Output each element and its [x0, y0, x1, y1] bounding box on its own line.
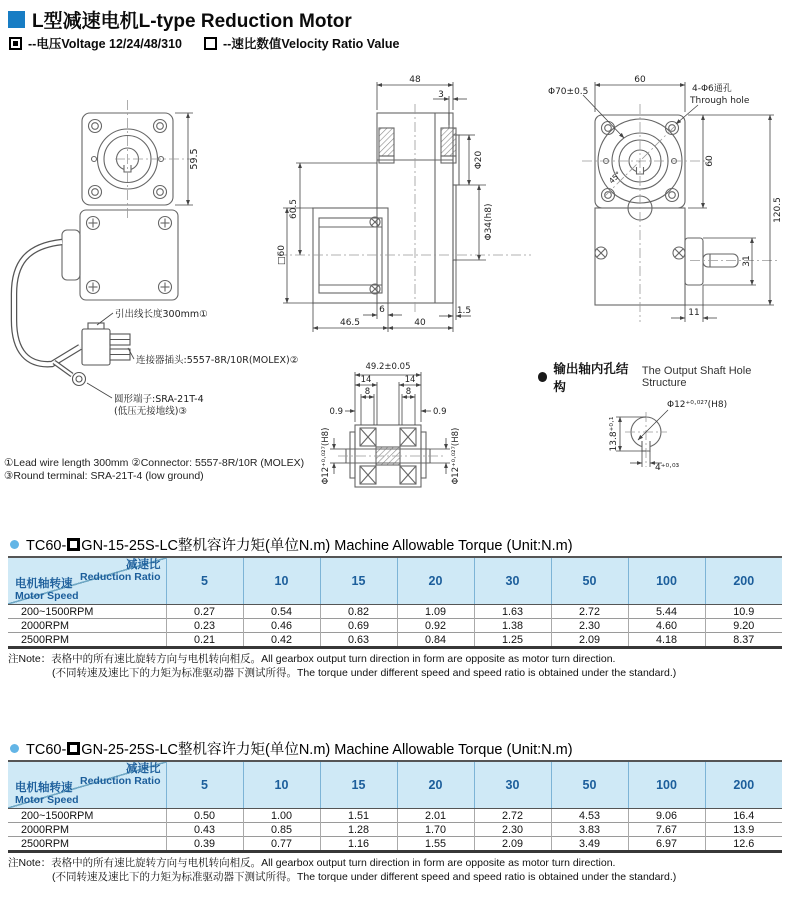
torque-cell: 1.09 — [397, 605, 474, 619]
dim-40: 40 — [414, 318, 426, 328]
torque-cell: 0.84 — [397, 633, 474, 648]
dim-phi34: Φ34(h8) — [484, 203, 494, 241]
shaft-hole-title-en: The Output Shaft Hole Structure — [641, 365, 752, 389]
ratio-header: 5 — [166, 761, 243, 809]
bore-dim-left: Φ12⁺⁰·⁰²⁷(H8) — [321, 427, 331, 485]
table2-title-text: TC60- GN-25-25S-LC整机容许力矩(单位N.m) Machine Allowable Torque (Unit:N.m) — [26, 742, 573, 758]
ratio-header: 10 — [243, 761, 320, 809]
dim-60-top: 60 — [634, 75, 646, 85]
dim-49-2: 49.2±0.05 — [365, 362, 411, 372]
torque-cell: 3.49 — [551, 837, 628, 852]
torque-cell: 0.46 — [243, 619, 320, 633]
table1-title-text: TC60- GN-15-25S-LC整机容许力矩(单位N.m) Machine Allowable Torque (Unit:N.m) — [26, 538, 573, 554]
torque-cell: 0.69 — [320, 619, 397, 633]
table2-header-row — [8, 761, 782, 809]
through-hole-cn: 4-Φ6通孔 — [692, 84, 732, 94]
table-row — [8, 809, 782, 823]
ratio-header: 5 — [166, 557, 243, 605]
note-line-2: (不同转速及速比下的力矩为标准驱动器下测试所得。The torque under different speed and speed ratio is obtained under the standard.) — [52, 666, 677, 679]
torque-cell: 0.23 — [166, 619, 243, 633]
torque-cell: 0.85 — [243, 823, 320, 837]
back-view-dims — [583, 82, 774, 322]
ratio-header: 200 — [705, 557, 782, 605]
legend-row — [9, 34, 399, 52]
label-lead-wire: 引出线长度300mm① — [115, 309, 208, 320]
note-line-1: 注Note：表格中的所有速比旋转方向与电机转向相反。All gearbox output turn direction in form are opposite as motor turn direction. — [8, 857, 616, 869]
torque-cell: 2.72 — [551, 605, 628, 619]
torque-table-2 — [8, 760, 782, 853]
torque-cell: 1.28 — [320, 823, 397, 837]
corner-motor-speed-cn: 电机轴转速 — [15, 578, 73, 590]
torque-cell: 1.70 — [397, 823, 474, 837]
label-connector: 连接器插头:5557-8R/10R(MOLEX)② — [136, 355, 299, 366]
dim-6: 6 — [379, 305, 385, 315]
coupling-section-drawing — [318, 358, 463, 496]
dim-bore: Φ12⁺⁰·⁰²⁷(H8) — [667, 400, 728, 410]
dim-4: 4⁺⁰·⁰³ — [655, 463, 680, 473]
dim-46-5: 46.5 — [339, 318, 361, 328]
ratio-header: 100 — [628, 557, 705, 605]
ratio-header: 50 — [551, 557, 628, 605]
dim-phi20: Φ20 — [474, 150, 484, 170]
table1-corner-cell — [8, 557, 166, 605]
dim-45deg: 45° — [607, 169, 623, 186]
torque-cell: 0.54 — [243, 605, 320, 619]
shaft-hole-dims — [616, 410, 668, 467]
table2-corner-cell — [8, 761, 166, 809]
blue-square-icon — [8, 11, 25, 28]
torque-cell: 4.60 — [628, 619, 705, 633]
torque-cell: 6.97 — [628, 837, 705, 852]
legend-voltage: --电压Voltage 12/24/48/310 — [28, 37, 183, 51]
ratio-header: 20 — [397, 557, 474, 605]
back-view-drawing — [540, 70, 790, 355]
drawing-footnotes — [4, 457, 304, 483]
speed-cell: 2500RPM — [8, 837, 166, 852]
torque-cell: 4.53 — [551, 809, 628, 823]
side-view-drawing — [275, 70, 535, 348]
page-header — [8, 6, 352, 33]
dim-8-right: 8 — [405, 387, 412, 397]
speed-cell: 2000RPM — [8, 823, 166, 837]
dim-8-left: 8 — [364, 387, 371, 397]
dim-sq60: □60 — [277, 245, 287, 265]
torque-cell: 1.16 — [320, 837, 397, 852]
front-view-drawing — [0, 62, 320, 455]
torque-cell: 1.63 — [474, 605, 551, 619]
back-view-outline — [595, 115, 738, 305]
torque-cell: 5.44 — [628, 605, 705, 619]
dim-31: 31 — [742, 255, 752, 267]
dim-48: 48 — [409, 75, 421, 85]
shaft-hole-centerlines — [625, 412, 667, 467]
back-view-centerlines — [582, 104, 778, 322]
corner-motor-speed-en: Motor Speed — [15, 589, 79, 602]
dim-13-8: 13.8⁺⁰·¹ — [609, 416, 619, 452]
torque-cell: 2.72 — [474, 809, 551, 823]
speed-cell: 2500RPM — [8, 633, 166, 648]
dim-09-left: 0.9 — [329, 407, 343, 417]
dim-09-right: 0.9 — [433, 407, 447, 417]
torque-cell: 0.82 — [320, 605, 397, 619]
torque-cell: 1.38 — [474, 619, 551, 633]
table1-title — [10, 534, 573, 555]
ratio-header: 50 — [551, 761, 628, 809]
torque-cell: 9.06 — [628, 809, 705, 823]
legend-ratio: --速比数值Velocity Ratio Value — [223, 37, 400, 51]
torque-cell: 2.30 — [551, 619, 628, 633]
torque-table-1 — [8, 556, 782, 649]
table-row — [8, 823, 782, 837]
voltage-square-icon — [67, 538, 80, 551]
ratio-header: 100 — [628, 761, 705, 809]
table2-note — [8, 857, 676, 884]
footnote-line-1: ①Lead wire length 300mm ②Connector: 5557-8R/10R (MOLEX) — [4, 457, 305, 469]
ratio-header: 15 — [320, 557, 397, 605]
torque-cell: 8.37 — [705, 633, 782, 648]
torque-cell: 7.67 — [628, 823, 705, 837]
torque-cell: 1.55 — [397, 837, 474, 852]
torque-cell: 1.51 — [320, 809, 397, 823]
table-row — [8, 605, 782, 619]
filled-square-icon — [9, 37, 22, 50]
torque-cell: 2.30 — [474, 823, 551, 837]
label-terminal-2: (低压无接地线)③ — [114, 406, 187, 417]
ratio-header: 15 — [320, 761, 397, 809]
dim-59-5: 59.5 — [189, 148, 200, 170]
corner-reduction-ratio-en: Reduction Ratio — [80, 774, 161, 787]
torque-cell: 16.4 — [705, 809, 782, 823]
table1-header-row — [8, 557, 782, 605]
dim-60-right: 60 — [705, 155, 715, 167]
side-view-outline — [313, 113, 459, 303]
corner-reduction-ratio-cn: 减速比 — [126, 559, 161, 571]
corner-reduction-ratio-en: Reduction Ratio — [80, 570, 161, 583]
front-view-labels — [114, 148, 298, 417]
torque-cell: 0.39 — [166, 837, 243, 852]
front-view-outline — [62, 113, 178, 300]
torque-cell: 10.9 — [705, 605, 782, 619]
shaft-hole-title-cn: 输出轴内孔结构 — [553, 362, 629, 394]
note-line-2: (不同转速及速比下的力矩为标准驱动器下测试所得。The torque under different speed and speed ratio is obtained under the standard.) — [52, 870, 677, 883]
dim-14-right: 14 — [404, 375, 416, 385]
torque-cell: 2.01 — [397, 809, 474, 823]
torque-cell: 2.09 — [474, 837, 551, 852]
torque-cell: 0.43 — [166, 823, 243, 837]
ratio-header: 20 — [397, 761, 474, 809]
torque-cell: 1.00 — [243, 809, 320, 823]
table1-note — [8, 653, 676, 680]
dim-3: 3 — [438, 90, 444, 100]
dim-phi70: Φ70±0.5 — [548, 87, 589, 97]
corner-motor-speed-cn: 电机轴转速 — [15, 782, 73, 794]
label-terminal-1: 圆形端子:SRA-21T-4 — [114, 394, 204, 405]
torque-cell: 4.18 — [628, 633, 705, 648]
speed-cell: 200~1500RPM — [8, 809, 166, 823]
shaft-hole-drawing — [545, 374, 790, 489]
footnote-line-2: ③Round terminal: SRA-21T-4 (low ground) — [4, 470, 204, 482]
torque-cell: 1.25 — [474, 633, 551, 648]
table-row — [8, 619, 782, 633]
bullet-icon — [10, 540, 19, 549]
torque-cell: 2.09 — [551, 633, 628, 648]
torque-cell: 0.21 — [166, 633, 243, 648]
ratio-header: 30 — [474, 557, 551, 605]
note-line-1: 注Note：表格中的所有速比旋转方向与电机转向相反。All gearbox output turn direction in form are opposite as motor turn direction. — [8, 653, 616, 665]
torque-cell: 0.42 — [243, 633, 320, 648]
empty-square-icon — [204, 37, 217, 50]
corner-motor-speed-en: Motor Speed — [15, 793, 79, 806]
shaft-hole-labels — [609, 400, 727, 473]
torque-cell: 13.9 — [705, 823, 782, 837]
corner-reduction-ratio-cn: 减速比 — [126, 763, 161, 775]
speed-cell: 2000RPM — [8, 619, 166, 633]
torque-cell: 12.6 — [705, 837, 782, 852]
coupling-labels — [321, 362, 461, 484]
ratio-header: 30 — [474, 761, 551, 809]
torque-cell: 0.77 — [243, 837, 320, 852]
torque-cell: 0.27 — [166, 605, 243, 619]
through-hole-en: Through hole — [690, 96, 750, 106]
page-title: L型减速电机L-type Reduction Motor — [32, 11, 352, 32]
torque-cell: 0.63 — [320, 633, 397, 648]
dim-60-5: 60.5 — [289, 198, 299, 220]
dim-11: 11 — [688, 308, 700, 318]
bore-dim-right: Φ12⁺⁰·⁰²⁷(H8) — [451, 427, 461, 485]
ratio-header: 200 — [705, 761, 782, 809]
bullet-icon — [10, 744, 19, 753]
speed-cell: 200~1500RPM — [8, 605, 166, 619]
torque-cell: 9.20 — [705, 619, 782, 633]
torque-cell: 3.83 — [551, 823, 628, 837]
table-row — [8, 633, 782, 648]
torque-cell: 0.92 — [397, 619, 474, 633]
voltage-square-icon — [67, 742, 80, 755]
dim-1-5: 1.5 — [456, 306, 472, 316]
torque-cell: 0.50 — [166, 809, 243, 823]
dim-120-5: 120.5 — [773, 197, 783, 223]
ratio-header: 10 — [243, 557, 320, 605]
table2-title — [10, 738, 573, 759]
table-row — [8, 837, 782, 852]
dim-14-left: 14 — [360, 375, 372, 385]
